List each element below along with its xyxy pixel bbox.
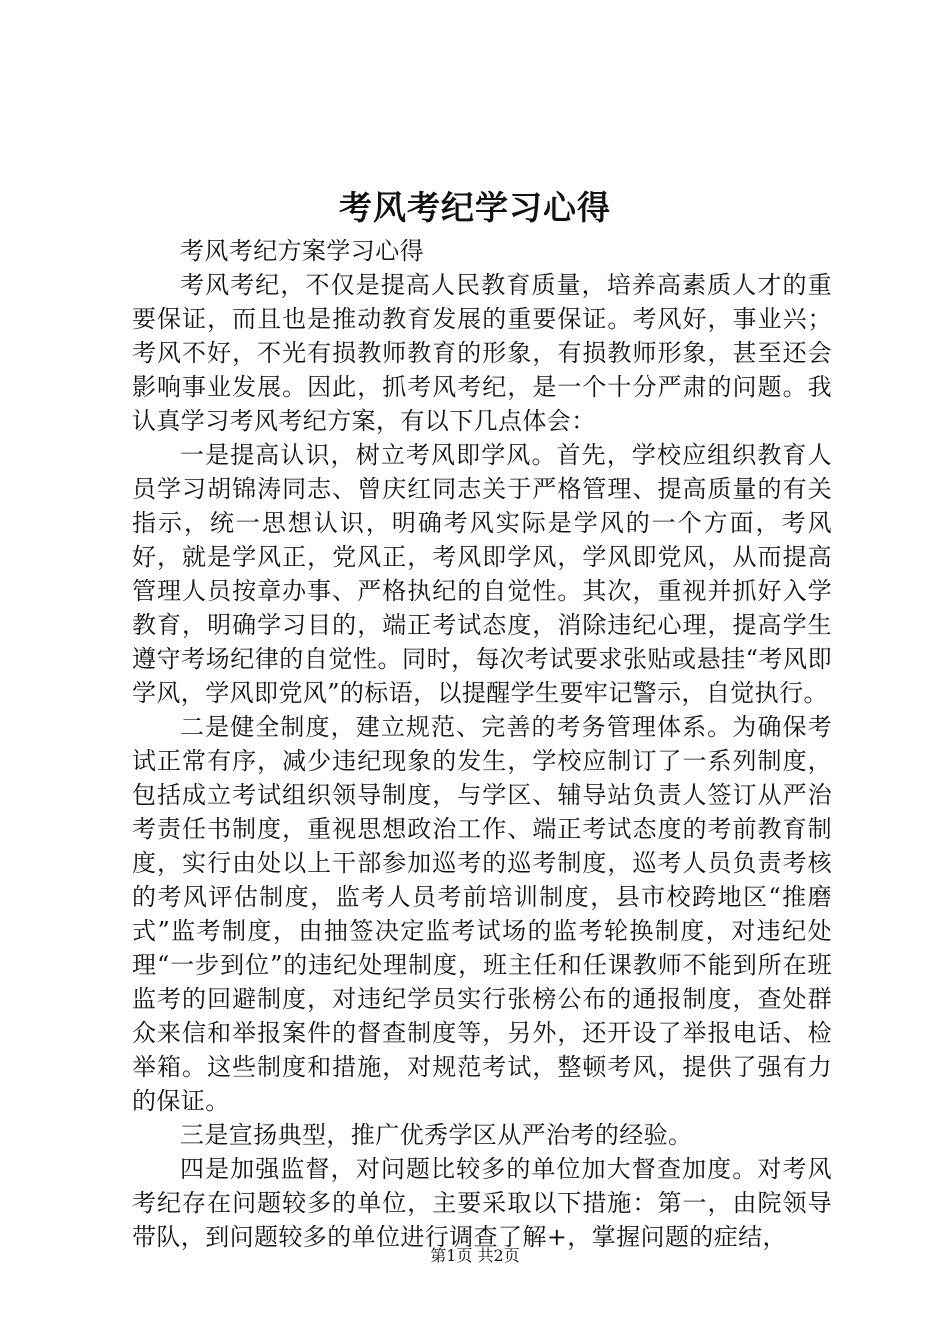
paragraph-point-two: 二是健全制度，建立规范、完善的考务管理体系。为确保考试正常有序，减少违纪现象的发生，学校应制订了一系列制度，包括成立考试组织领导制度，与学区、辅导站负责人签订从严治考责任书制度，重视思想政治工作、端正考试态度的考前教育制度，实行由处以上干部参加巡考的巡考制度，巡考人员负责考核的考风评估制度，监考人员考前培训制度，县市校跨地区“推磨式”监考制度，由抽签决定监考试场的监考轮换制度，对违纪处理“一步到位”的违纪处理制度，班主任和任课教师不能到所在班监考的回避制度，对违纪学员实行张榜公布的通报制度，查处群众来信和举报案件的督查制度等，另外，还开设了举报电话、检举箱。这些制度和措施，对规范考试，整顿考风，提供了强有力的保证。	[132, 713, 832, 1115]
paragraph-intro: 考风考纪，不仅是提高人民教育质量，培养高素质人才的重要保证，而且也是推动教育发展的重要保证。考风好，事业兴；考风不好，不光有损教师教育的形象，有损教师形象，甚至还会影响事业发展。因此，抓考风考纪，是一个十分严肃的问题。我认真学习考风考纪方案，有以下几点体会：	[132, 271, 832, 435]
paragraph-point-three: 三是宣扬典型，推广优秀学区从严治考的经验。	[180, 1121, 693, 1149]
paragraph-point-one: 一是提高认识，树立考风即学风。首先，学校应组织教育人员学习胡锦涛同志、曾庆红同志关于严格管理、提高质量的有关指示，统一思想认识，明确考风实际是学风的一个方面，考风好，就是学风正，党风正，考风即学风，学风即党风，从而提高管理人员按章办事、严格执纪的自觉性。其次，重视并抓好入学教育，明确学习目的，端正考试态度，消除违纪心理，提高学生遵守考场纪律的自觉性。同时，每次考试要求张贴或悬挂“考风即学风，学风即党风”的标语，以提醒学生要牢记警示，自觉执行。	[132, 441, 832, 707]
paragraph-point-four: 四是加强监督，对问题比较多的单位加大督查加度。对考风考纪存在问题较多的单位，主要采取以下措施：第一，由院领导带队，到问题较多的单位进行调查了解+，掌握问题的症结，	[132, 1155, 832, 1251]
paragraph-subtitle: 考风考纪方案学习心得	[180, 237, 424, 265]
document-body	[132, 234, 832, 1254]
page-number-footer: 第1页 共2页	[430, 1246, 520, 1265]
document-title: 考风考纪学习心得	[339, 188, 611, 227]
